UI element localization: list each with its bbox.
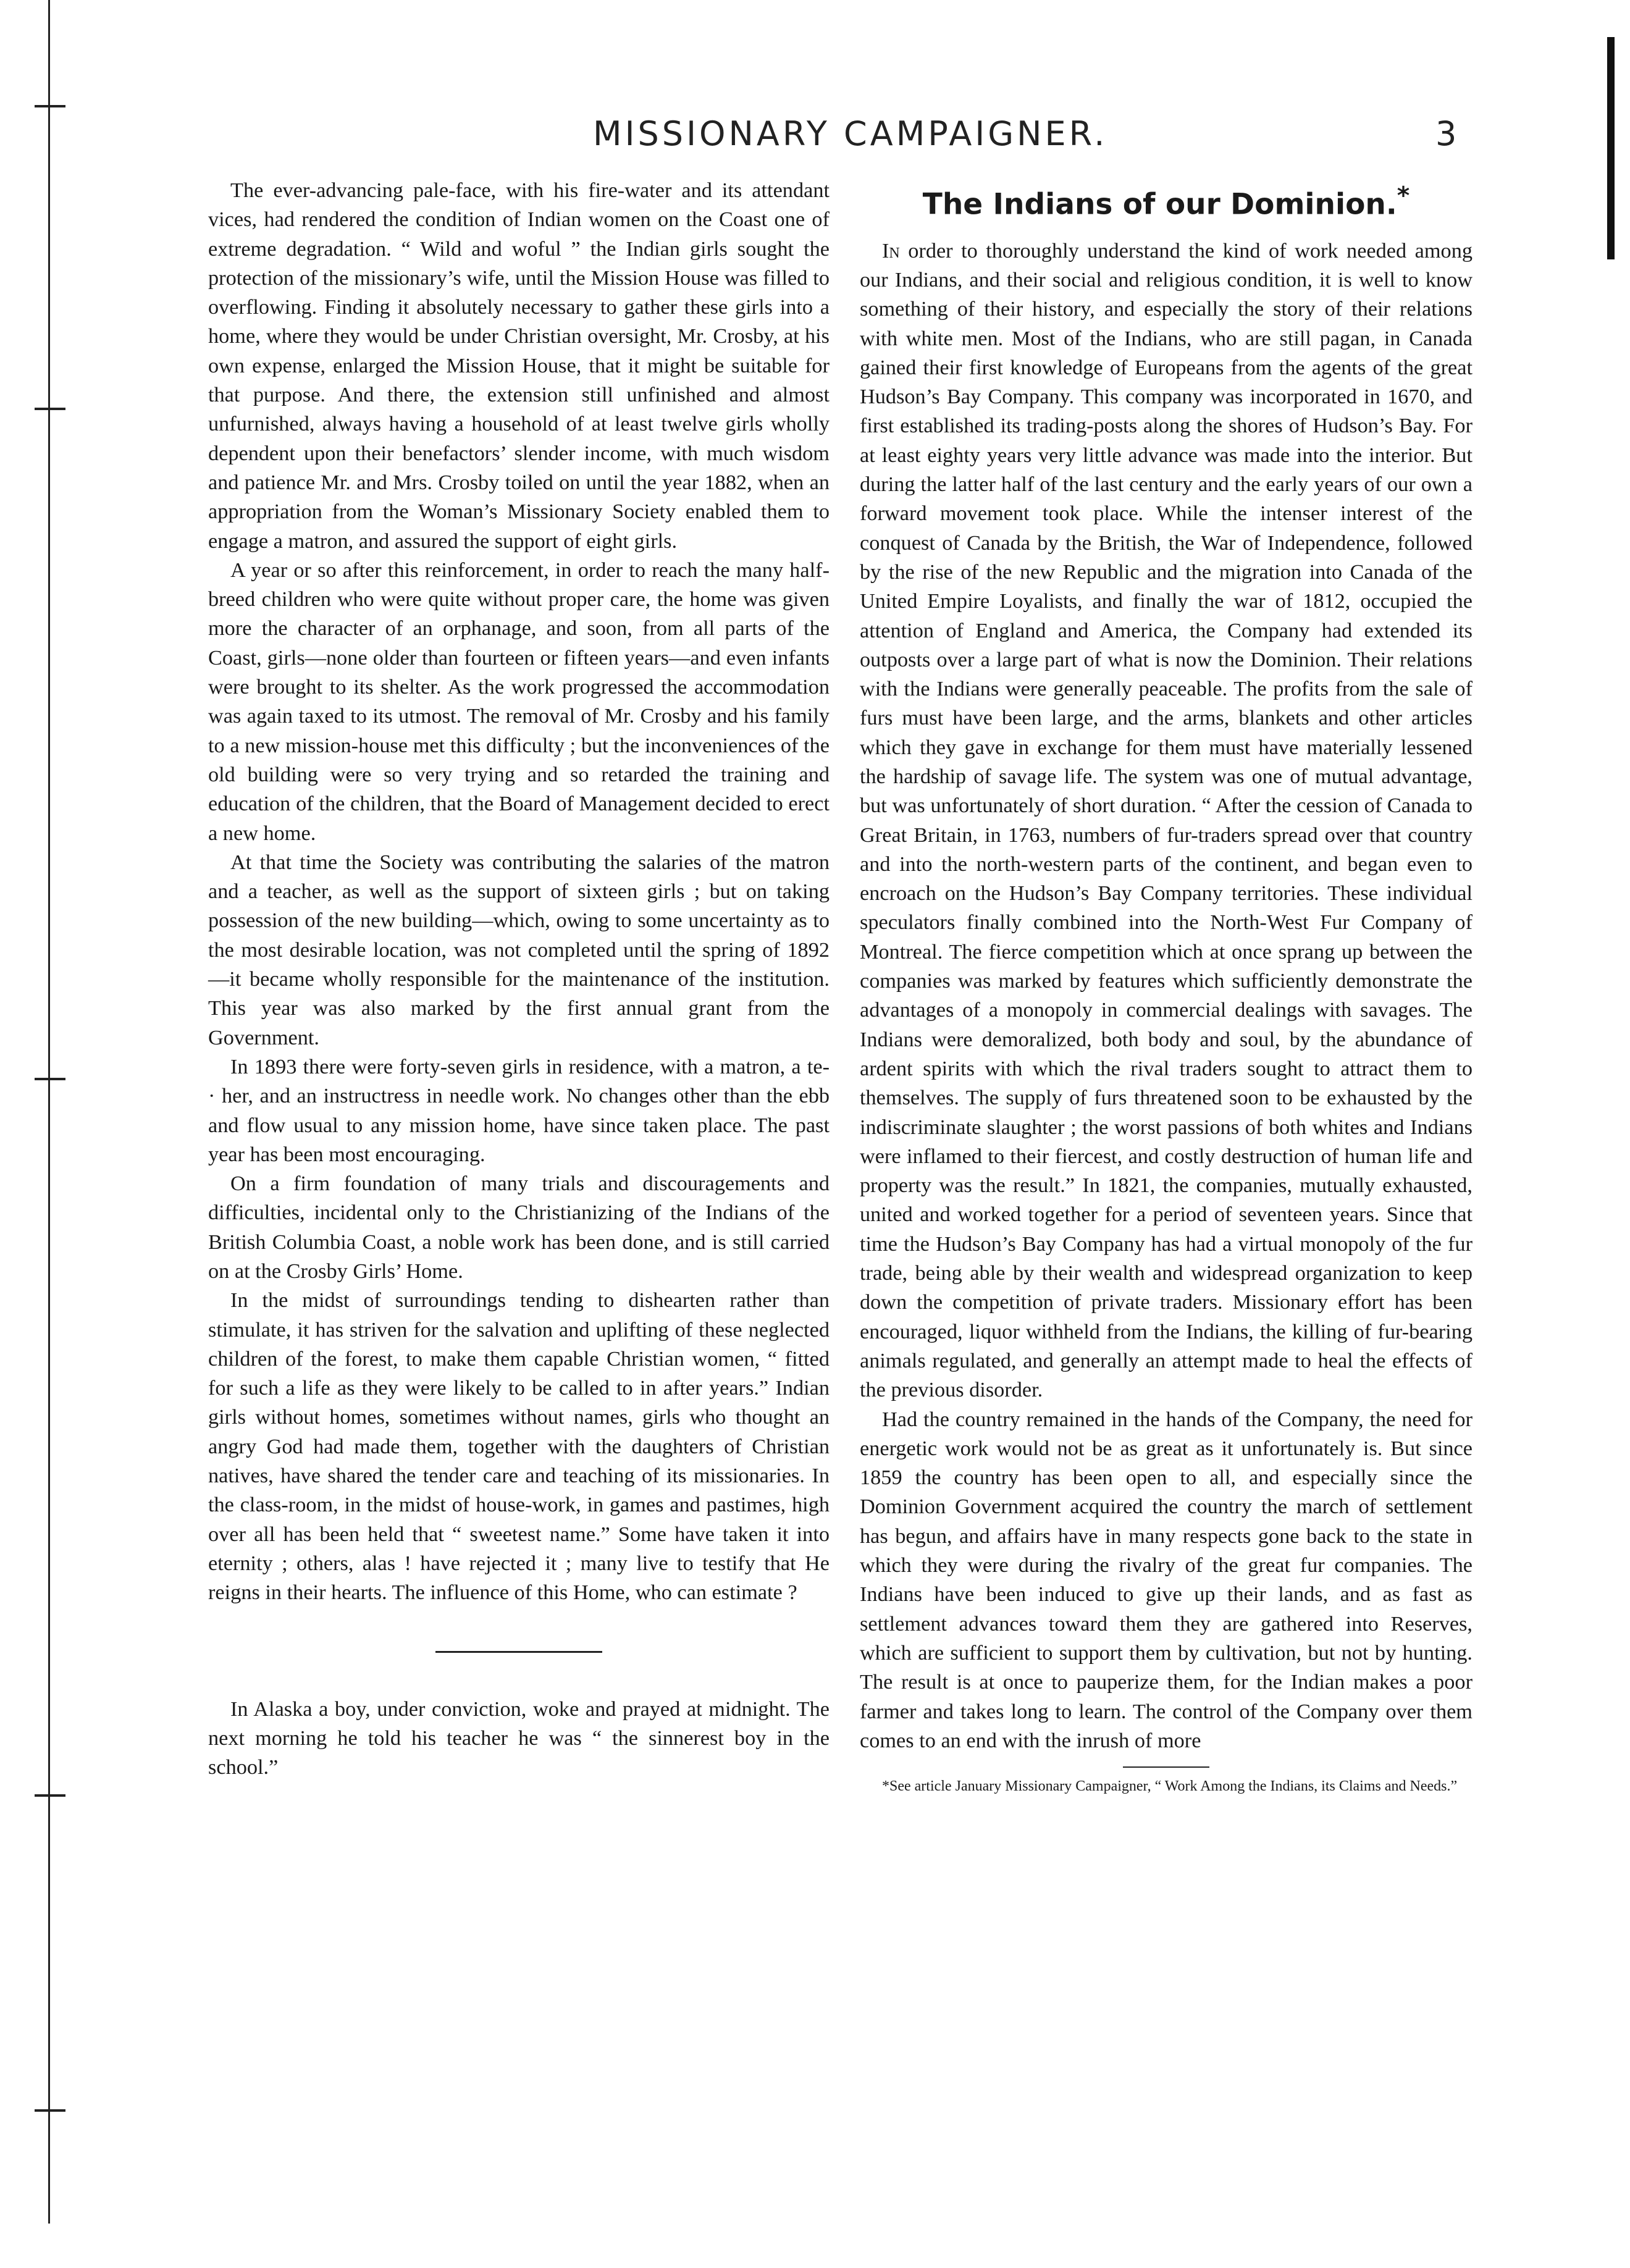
binding-edge-rule [48, 0, 50, 2224]
paragraph: On a firm foundation of many trials and discouragements and difficulties, incidental only to the Christianizing of the Indians of the British Columbia Coast, a noble work has been done, and is still carried on at the Crosby Girls’ Home. [208, 1172, 830, 1283]
binding-mark [35, 1794, 65, 1797]
journal-title: MISSIONARY CAMPAIGNER. [593, 114, 1108, 153]
article-title-text: The Indians of our Dominion. [922, 187, 1397, 222]
left-column [208, 176, 830, 1782]
paragraph: In the midst of surroundings tending to dishearten rather than stimulate, it has striven for the salvation and uplifting of these neglected children of the forest, to make them capable Christian women, “ fitted for such a life as they were likely to be called to in after years.” Indian girls without homes, sometimes without names, girls who thought an angry God had made them, together with the daughters of Christian natives, have shared the tender care and teaching of its missionaries. In the class-room, in the midst of house-work, in games and pastimes, high over all has been held that “ sweetest name.” Some have taken it into eternity ; others, alas ! have rejected it ; many live to testify that He reigns in their hearts. The influence of this Home, who can estimate ? [208, 1288, 830, 1605]
paragraph-text: order to thoroughly understand the kind of work needed among our Indians, and their social and religious condition, it is well to know something of their history, and especially the story of their relations with white men. Most of the Indians, who are still pagan, in Canada gained their first knowledge of Europeans from the agents of the great Hudson’s Bay Company. This company was incorporated in 1670, and first established its trading-posts along the shores of Hudson’s Bay. For at least eighty years very little advance was made into the interior. But during the latter half of the last century and the early years of our own a forward movement took place. While the intenser interest of the conquest of Canada by the British, the War of Independence, followed by the rise of the new Republic and the migration into Canada of the United Empire Loyalists, and finally the war of 1812, occupied the attention of England and America, the Company had extended its outposts over a large part of what is now the Dominion. Their relations with the Indians were generally peaceable. The profits from the sale of furs must have been large, and the arms, blankets and other articles which they gave in exchange for them must have materially lessened the hardship of savage life. The system was one of mutual advantage, but was unfortunately of short duration. “ After the cession of Canada to Great Britain, in 1763, numbers of fur-traders spread over that country and into the north-western parts of the continent, and began even to encroach on the Hudson’s Bay Company territories. These individual speculators finally combined into the North-West Fur Company of Montreal. The fierce competition which at once sprang up between the companies was marked by features which sufficiently demonstrate the advantages of a monopoly in commercial dealings with savages. The Indians were demoralized, both body and soul, by the abundance of ardent spirits with which the rival traders sought to attract them to themselves. The supply of furs threatened soon to be exhausted by the indiscriminate slaughter ; the worst passions of both whites and Indians were inflamed to their fiercest, and costly destruction of human life and property was the result.” In 1821, the companies, mutually exhausted, united and worked together for a period of seventeen years. Since that time the Hudson’s Bay Company has had a virtual monopoly of the fur trade, being able by their wealth and widespread organization to keep down the competition of private traders. Missionary effort has been encouraged, liquor withheld from the Indians, the killing of fur-bearing animals regulated, and generally an attempt made to heal the effects of the previous disorder. [860, 238, 1472, 1402]
paragraph: A year or so after this reinforcement, in order to reach the many half-breed children who were quite without proper care, the home was given more the character of an orphanage, and soon, from all parts of the Coast, girls—none older than fourteen or fifteen years—and even infants were brought to its shelter. As the work progressed the accommodation was again taxed to its utmost. The removal of Mr. Crosby and his family to a new mission-house met this difficulty ; but the inconveniences of the old building were so very trying and so retarded the training and education of the children, that the Board of Management decided to erect a new home. [208, 558, 830, 845]
footnote-rule [1123, 1766, 1209, 1768]
right-column [860, 176, 1472, 1796]
footnote: *See article January Missionary Campaigner, “ Work Among the Indians, its Claims and Needs.” [882, 1778, 1458, 1795]
paragraph: The ever-advancing pale-face, with his fire-water and its attendant vices, had rendered the condition of Indian women on the Coast one of extreme degradation. “ Wild and woful ” the Indian girls sought the protection of the missionary’s wife, until the Mission House was filled to overflowing. Finding it absolutely necessary to gather these girls into a home, where they would be under Christian oversight, Mr. Crosby, at his own expense, enlarged the Mission House, that it might be suitable for that purpose. And there, the extension still unfinished and almost unfurnished, always having a household of at least twelve girls wholly dependent upon their benefactors’ slender income, with much wisdom and patience Mr. and Mrs. Crosby toiled on until the year 1882, when an appropriation from the Woman’s Missionary Society enabled them to engage a matron, and assured the support of eight girls. [208, 178, 830, 553]
article-title [860, 176, 1472, 225]
page-number: 3 [1435, 114, 1457, 153]
alaska-note: In Alaska a boy, under conviction, woke and prayed at midnight. The next morning he told his teacher he was “ the sinnerest boy in the school.” [208, 1697, 830, 1779]
binding-mark [35, 408, 65, 410]
running-header [0, 114, 1630, 164]
paragraph: Had the country remained in the hands of the Company, the need for energetic work would not be as great as it unfortunately is. But since 1859 the country has been open to all, and especially since the Dominion Government acquired the country the march of settlement has begun, and affairs have in many respects gone back to the state in which they were during the rivalry of the great fur companies. The Indians have been induced to give up their lands, and as fast as settlement advances toward them they are gathered into Reserves, which are sufficient to support them by cultivation, but not by hunting. The result is at once to pauperize them, for the Indian makes a poor farmer and takes long to learn. The control of the Company over them comes to an end with the inrush of more [860, 1407, 1472, 1752]
footnote-marker: * [1397, 182, 1410, 210]
section-divider [435, 1651, 602, 1653]
binding-mark [35, 2109, 65, 2112]
binding-mark [35, 1078, 65, 1080]
paragraph: In 1893 there were forty-seven girls in residence, with a matron, a te- · her, and an instructress in needle work. No changes other than the ebb and flow usual to any mission home, have since taken place. The past year has been most encouraging. [208, 1054, 830, 1166]
binding-mark [35, 105, 65, 107]
paragraph [860, 237, 1472, 1405]
paragraph: At that time the Society was contributing the salaries of the matron and a teacher, as well as the support of sixteen girls ; but on taking possession of the new building—which, owing to some uncertainty as to the most desirable location, was not completed until the spring of 1892—it became wholly responsible for the maintenance of the institution. This year was also marked by the first annual grant from the Government. [208, 850, 830, 1049]
lead-in: In [882, 238, 900, 262]
